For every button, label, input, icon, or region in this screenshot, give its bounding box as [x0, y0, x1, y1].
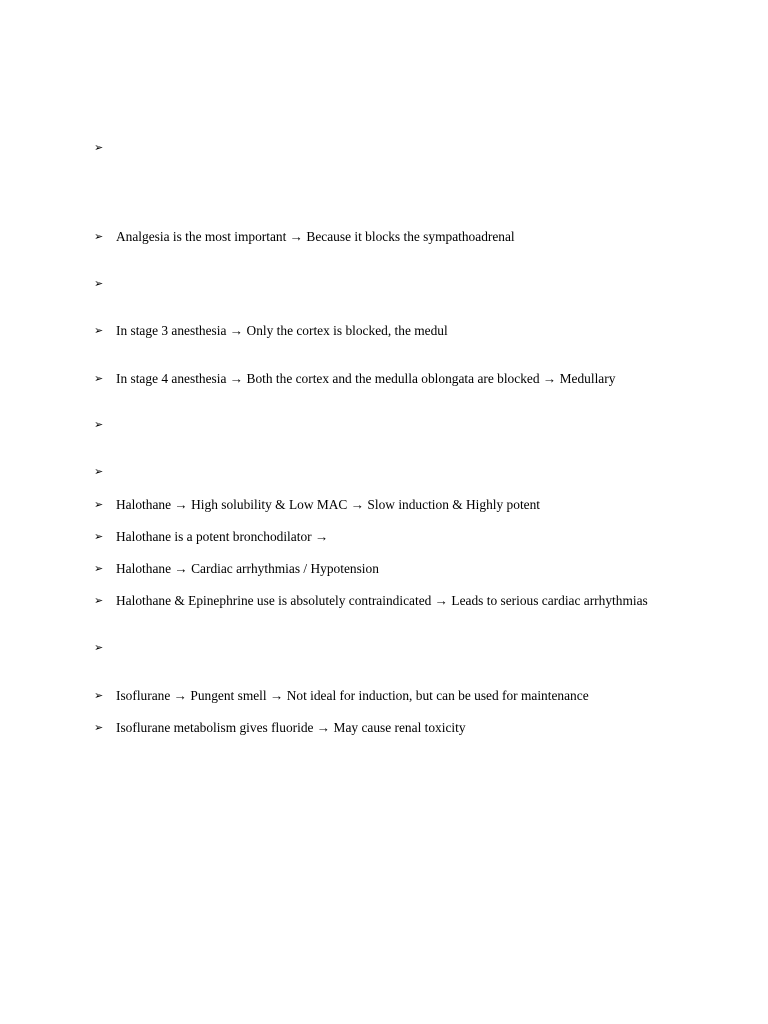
list-item: [94, 275, 734, 293]
list-item: [94, 687, 734, 705]
arrow-bullet-icon: ➢: [94, 594, 104, 607]
arrow-bullet-icon: ➢: [94, 721, 104, 734]
list-item-text: Halothane → Cardiac arrhythmias / Hypotension: [116, 561, 379, 576]
arrow-bullet-icon: ➢: [94, 418, 104, 431]
list-item: [94, 322, 734, 340]
arrow-bullet-icon: ➢: [94, 641, 104, 654]
arrow-bullet-icon: ➢: [94, 324, 104, 337]
list-item-text: Isoflurane → Pungent smell → Not ideal for induction, but can be used for maintenance: [116, 688, 589, 703]
list-item: [94, 228, 734, 246]
list-item-text: Isoflurane metabolism gives fluoride → May cause renal toxicity: [116, 720, 466, 735]
list-item: [94, 496, 734, 514]
list-item-text: Analgesia is the most important → Because it blocks the sympathoadrenal: [116, 229, 515, 244]
list-item: [94, 463, 734, 481]
list-item-text: In stage 3 anesthesia → Only the cortex is blocked, the medul: [116, 323, 448, 338]
arrow-bullet-icon: ➢: [94, 372, 104, 385]
list-item: [94, 592, 734, 610]
arrow-bullet-icon: ➢: [94, 498, 104, 511]
list-item: [94, 528, 734, 546]
arrow-bullet-icon: ➢: [94, 530, 104, 543]
arrow-bullet-icon: ➢: [94, 277, 104, 290]
arrow-bullet-icon: ➢: [94, 465, 104, 478]
list-item: [94, 560, 734, 578]
list-item: [94, 370, 734, 388]
list-item-text: In stage 4 anesthesia → Both the cortex and the medulla oblongata are blocked → Medullary: [116, 371, 616, 386]
list-item-text: Halothane is a potent bronchodilator →: [116, 529, 329, 544]
list-item: [94, 719, 734, 737]
arrow-bullet-icon: ➢: [94, 141, 104, 154]
list-item: [94, 416, 734, 434]
arrow-bullet-icon: ➢: [94, 689, 104, 702]
list-item-text: Halothane & Epinephrine use is absolutely contraindicated → Leads to serious cardiac arrhythmias: [116, 593, 648, 608]
list-item: [94, 639, 734, 657]
arrow-bullet-icon: ➢: [94, 230, 104, 243]
arrow-bullet-icon: ➢: [94, 562, 104, 575]
list-item: [94, 139, 734, 157]
list-item-text: Halothane → High solubility & Low MAC → Slow induction & Highly potent: [116, 497, 541, 512]
